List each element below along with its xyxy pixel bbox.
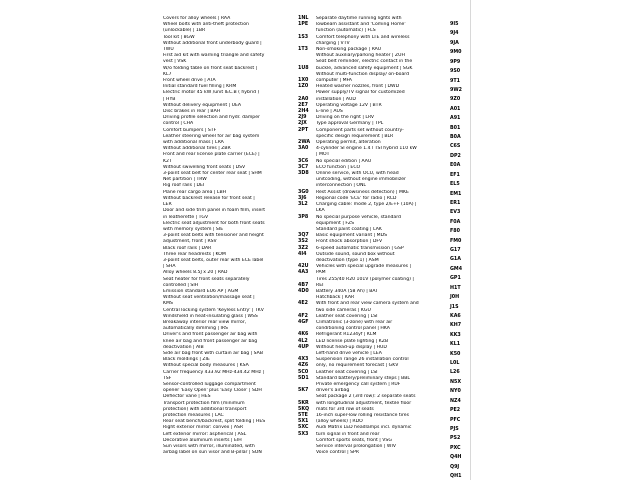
option-code: 4B7: [298, 282, 309, 288]
equipment-line: airbag label on sun visor and B-pillar | SON: [163, 450, 262, 456]
option-code: PXC: [450, 445, 461, 451]
equipment-line: Wheel bolts with anti-theft protection: [163, 22, 249, 28]
option-code: 5TE: [298, 413, 308, 418]
option-code: 3Q7: [298, 233, 309, 239]
option-code: 1U8: [298, 65, 309, 71]
equipment-line: | SHA: [163, 264, 176, 270]
option-code: 4UP: [298, 344, 309, 350]
equipment-line: Emission standard EU6 AP | AGM: [163, 288, 239, 294]
option-code: A91: [450, 116, 461, 122]
option-code: C6S: [450, 144, 461, 150]
equipment-line: 4-cylinder SI engine 1.4 l TSI hybrid 110 kW: [316, 146, 417, 152]
equipment-line: KL7: [163, 71, 172, 77]
equipment-line: Without additional front underbody guard |: [163, 40, 262, 46]
option-code: 3L2: [298, 202, 308, 208]
option-code: 1S3: [298, 34, 309, 40]
equipment-line: two side cameras | KGU: [316, 307, 371, 313]
equipment-line: Leather seat covering | LSI: [316, 313, 378, 319]
equipment-line: Electric motor 45 kW /unit IEC.B ( hybrid ): [163, 90, 260, 96]
equipment-line: K2T: [163, 158, 172, 164]
option-code: 9JA: [450, 40, 459, 46]
equipment-line: Standard paint coating | LAK: [316, 226, 382, 232]
option-code: 1NL: [298, 16, 309, 21]
option-code: EL5: [450, 182, 460, 188]
option-code: 2E7: [298, 102, 308, 108]
option-code: KA6: [450, 313, 461, 319]
equipment-line: 3-point seat belt for center rear seat | SHM: [163, 171, 262, 177]
equipment-line: Climatronic (3-zone) with rear air: [316, 319, 393, 325]
equipment-line: Carrier frequency 433.92 MHz-434.42 MHz |: [163, 369, 265, 375]
equipment-line: deactivation | AIB: [163, 344, 204, 350]
equipment-line: ECO function | ECO: [316, 164, 361, 170]
option-code: 2JX: [298, 121, 307, 127]
equipment-line: Online service, with OCU, with head: [316, 171, 399, 177]
option-code: PE2: [450, 408, 461, 414]
option-code: 9M0: [450, 50, 462, 56]
equipment-line: Tool kit | 8GW: [163, 34, 195, 40]
equipment-line: 6-speed automatic transmission | GSP: [316, 245, 404, 251]
option-code: 3D8: [298, 171, 309, 177]
equipment-line: KMS: [163, 301, 173, 307]
mid-code-column: [298, 16, 312, 444]
option-code: 9W2: [450, 87, 462, 93]
option-code: 4A3: [298, 270, 309, 276]
option-code: J0H: [450, 295, 460, 301]
equipment-line: Sensor-controlled luggage compartment: [163, 381, 256, 387]
option-code: 4D0: [298, 288, 309, 294]
equipment-line: Right exterior mirror: convex | ASR: [163, 425, 244, 431]
equipment-line: REI: [316, 282, 324, 288]
option-code: 5X3: [298, 431, 309, 437]
option-code: 3P8: [298, 214, 309, 220]
equipment-line: equipment | FZS: [316, 220, 355, 226]
equipment-line: Type approval Germany | TPL: [316, 121, 384, 127]
equipment-line: Front wheel drive | ATA: [163, 78, 216, 84]
equipment-line: Black roof rails | DAR: [163, 245, 212, 251]
option-code: NY0: [450, 389, 461, 395]
option-code: G1A: [450, 257, 461, 263]
option-code: G17: [450, 248, 461, 253]
option-code: Q9J: [450, 464, 460, 470]
option-code: 3Z2: [298, 245, 309, 251]
equipment-line: Seat heater for front seats separately: [163, 276, 250, 282]
equipment-line: Charging cable: mode 2, type 2/E+F (10A) |: [316, 202, 417, 208]
equipment-line: Without head-up display | HUD: [316, 344, 387, 350]
option-code: PFC: [450, 417, 461, 423]
equipment-line: adjustment, front | RSV: [163, 239, 217, 245]
equipment-line: Vehicles with special upgrade measures |: [316, 264, 412, 270]
equipment-line: TWU: [163, 47, 174, 53]
equipment-line: with additional mass | LRA: [163, 140, 224, 146]
equipment-line: First aid kit with warning triangle and safety: [163, 53, 265, 59]
equipment-line: Seat belt reminder, electric contact in the: [316, 59, 413, 65]
equipment-line: W/o folding table on front seat backrest |: [163, 65, 258, 71]
option-code: B0A: [450, 135, 461, 140]
option-code: 9S0: [450, 69, 461, 75]
equipment-line: function (automatic) | FLS: [316, 28, 376, 34]
equipment-line: PAM: [316, 270, 326, 276]
equipment-line: Rig roof rails | DEI: [163, 183, 205, 189]
equipment-line: interconnection | ONL: [316, 183, 366, 189]
equipment-line: Component parts set without country-: [316, 127, 404, 133]
equipment-line: | HYB: [163, 96, 176, 102]
option-code: GP1: [450, 276, 461, 282]
equipment-line: Without special body measures | KSA: [163, 363, 249, 369]
right-equipment-column: [316, 16, 442, 456]
equipment-line: driver's airbag: [316, 388, 350, 394]
equipment-line: lowbeam assistant and 'Coming Home': [316, 22, 406, 28]
equipment-line: controlled | SIH: [163, 282, 199, 288]
option-code: N5X: [450, 379, 462, 385]
equipment-line: charging | VTV: [316, 40, 350, 46]
equipment-line: Non-smoking package | RAU: [316, 47, 382, 53]
equipment-line: Driver's and front passenger air bag with: [163, 332, 258, 338]
equipment-line: Rest Assist (drowsiness detection) | MKE: [316, 189, 409, 195]
equipment-line: unitcoding, without engine immobilizer: [316, 177, 406, 183]
option-code: 3J6: [298, 195, 307, 201]
option-code: 4E2: [298, 301, 308, 307]
equipment-line: in leatherette | TGV: [163, 214, 209, 220]
equipment-line: Leather seat covering | LSI: [316, 369, 378, 375]
equipment-line: Rear seat bench/backrest, split folding | HES: [163, 419, 266, 425]
equipment-line: Seat package 2 (3rd row): 2 separate seats: [316, 394, 416, 400]
option-code: EV3: [450, 210, 461, 216]
equipment-line: 3-point seat belts, outer rear with ECE label: [163, 257, 264, 263]
equipment-line: Without delivery equipment | UEA: [163, 102, 242, 108]
option-code: 3A0: [298, 146, 309, 152]
equipment-line: Covers for alloy wheels | RAA: [163, 16, 231, 21]
equipment-line: knee air bag and front passenger air bag: [163, 338, 258, 344]
left-equipment-column: [163, 16, 279, 456]
equipment-line: automatically dimming | IRS: [163, 326, 228, 332]
equipment-line: (unlockable) | 1BR: [163, 28, 206, 34]
option-code: KH7: [450, 323, 462, 329]
equipment-line: Hatchback | KAR: [316, 295, 355, 301]
option-code: 9T1: [450, 78, 460, 84]
equipment-line: Outside sound, sound box without: [316, 251, 395, 257]
option-code: 4GF: [298, 319, 309, 325]
option-code: E0A: [450, 163, 461, 169]
equipment-line: Front shock absorption | DFV: [316, 239, 383, 245]
option-code: 4I4: [298, 251, 307, 257]
equipment-line: Driving profile selection and hydr. damper: [163, 115, 260, 121]
option-code: 5KR: [298, 400, 309, 406]
equipment-line: (alloy wheels) | RDO: [316, 419, 363, 425]
equipment-line: Three rear headrests | KOM: [163, 251, 226, 257]
option-code: L0L: [450, 361, 460, 366]
equipment-line: Plane rear cargo area | LBH: [163, 189, 227, 195]
option-code: 5C0: [298, 369, 309, 375]
option-code: 2A0: [298, 96, 309, 102]
option-code: DP2: [450, 153, 461, 159]
option-code: 5X1: [298, 419, 309, 425]
equipment-line: computer | MFA: [316, 78, 352, 84]
option-code: 2J9: [298, 115, 307, 121]
equipment-line: Left-hand drive vehicle | LEA: [316, 350, 382, 356]
option-code: NZ4: [450, 398, 461, 404]
equipment-line: specific design requirement | BLR: [316, 133, 394, 139]
equipment-line: Separate daytime running lights with: [316, 16, 402, 21]
option-code: J1S: [450, 304, 459, 310]
option-code: 42U: [298, 264, 309, 270]
option-code: ER1: [450, 200, 461, 206]
option-code: L26: [450, 370, 460, 376]
equipment-line: Standard battery/preliminary steps | BBL: [316, 375, 410, 381]
equipment-line: with memory system | SIE: [163, 226, 224, 232]
equipment-line: Transport protection film (minimum: [163, 400, 245, 406]
option-code: H1T: [450, 285, 461, 291]
equipment-line: Without seat ventilation/massage seat |: [163, 295, 255, 301]
equipment-line: Alloy wheels 8.5J x 20 | RAD: [163, 270, 228, 276]
equipment-line: Front and rear license plate carrier (ECE) |: [163, 152, 260, 158]
equipment-line: Electric seat adjustment for both front seats: [163, 220, 265, 226]
equipment-line: Without multi-function display/ on-board: [316, 71, 410, 77]
equipment-line: Operating voltage 12V | BTR: [316, 102, 382, 108]
equipment-line: only, no requirement forecast | GKV: [316, 363, 399, 369]
option-code: 4F2: [298, 313, 308, 319]
option-code: K50: [450, 351, 461, 357]
option-code: KK3: [450, 332, 461, 338]
option-code: A01: [450, 106, 461, 112]
option-code: 2WA: [298, 140, 311, 146]
option-code: 5KQ: [298, 406, 310, 412]
option-code: 1PE: [298, 22, 309, 28]
option-code: 3C7: [298, 164, 309, 170]
equipment-line: Driving on the right | LRV: [316, 115, 375, 121]
option-code: 3G0: [298, 189, 309, 195]
option-code: PJS: [450, 426, 459, 432]
option-code: 4X3: [298, 357, 309, 363]
equipment-line: Disc brakes in rear | BAH: [163, 109, 221, 115]
equipment-line: Windshield in heat-insulating glass | WSS: [163, 313, 258, 319]
option-code: 9I5: [450, 22, 459, 27]
option-code: 1T3: [298, 47, 308, 53]
equipment-line: Suspension range 26 installation control: [316, 357, 409, 363]
equipment-line: LER: [163, 202, 172, 208]
option-code: 9Z0: [450, 97, 461, 103]
equipment-line: Operating permit, alteration: [316, 140, 381, 146]
equipment-line: No special purpose vehicle, standard: [316, 214, 401, 220]
equipment-line: 16-inch super-low rolling resistance tires: [316, 413, 410, 418]
equipment-line: E-line | AUS: [316, 109, 343, 115]
equipment-line: installation | AUD: [316, 96, 356, 102]
equipment-line: protection) with additional transport: [163, 406, 247, 412]
equipment-line: vest | VSK: [163, 59, 187, 65]
option-code: 4L2: [298, 338, 308, 344]
equipment-line: Power supply/TV signal for customized: [316, 90, 405, 96]
equipment-line: Decorative aluminum inserts | EIH: [163, 437, 242, 443]
option-code: KL1: [450, 342, 461, 348]
equipment-line: Deflector vane | HES: [163, 394, 211, 400]
equipment-line: Comfort sports seats, front | VSG: [316, 437, 392, 443]
option-code: Q4H: [450, 455, 462, 461]
option-code: 5XC: [298, 425, 309, 431]
option-code: QH1: [450, 474, 462, 479]
equipment-line: protection measures | LAC: [163, 413, 224, 418]
equipment-line: LKA: [316, 208, 325, 214]
option-code: EF1: [450, 172, 460, 178]
equipment-line: with longitudinal adjustment, textile floor: [316, 400, 412, 406]
equipment-line: Initial standard fuel filling | KRM: [163, 84, 237, 90]
equipment-line: Voice control | SPR: [316, 450, 359, 456]
equipment-line: control | CHA: [163, 121, 194, 127]
equipment-line: Breakaway interior rear view mirror,: [163, 319, 247, 325]
equipment-line: Sun visors with mirror, illuminated, with: [163, 444, 255, 450]
equipment-line: Central locking system 'Keyless Entry' | TKV: [163, 307, 264, 313]
equipment-line: Service interval prolongation | WIV: [316, 444, 396, 450]
option-code: 2PT: [298, 127, 309, 133]
option-code: 3C6: [298, 158, 309, 164]
option-code: 1X0: [298, 78, 309, 84]
option-code: 5K7: [298, 388, 309, 394]
equipment-line: conditioning control panel | HKA: [316, 326, 390, 332]
option-code: 4Z6: [298, 363, 309, 369]
spacer: [298, 438, 312, 444]
equipment-line: Refrigerant R1234yf | KLM: [316, 332, 377, 338]
equipment-line: opener 'Easy Open' plus 'Easy Close' | SDH: [163, 388, 262, 394]
equipment-line: With front and rear view camera system and: [316, 301, 419, 307]
equipment-line: Black moldings | ZIE: [163, 357, 210, 363]
option-code: 1Z0: [298, 84, 309, 90]
equipment-line: | MOT: [316, 152, 330, 158]
equipment-line: Audi Matrix LED headlamps incl. dynamic: [316, 425, 412, 431]
equipment-line: LED license plate lighting | KZB: [316, 338, 389, 344]
equipment-line: Without backrest release for front seat |: [163, 195, 255, 201]
equipment-line: 3-point seat belts with tensioner and height: [163, 233, 264, 239]
equipment-line: Basic equipment variant | MDS: [316, 233, 388, 239]
equipment-line: TSF: [163, 375, 172, 381]
equipment-line: Net partition | TRW: [163, 177, 207, 183]
equipment-line: turn signal in front and rear: [316, 431, 380, 437]
equipment-line: Comfort bumpers | STF: [163, 127, 217, 133]
equipment-line: deactivation (type 1) | ASM: [316, 257, 379, 263]
equipment-line: mats for 3rd row of seats: [316, 406, 374, 412]
equipment-line: buckle, advanced safety equipment | SGK: [316, 65, 413, 71]
equipment-line: Door and side trim panel in foam film, insert: [163, 208, 266, 214]
option-code: F0A: [450, 219, 461, 225]
option-code: EM1: [450, 191, 462, 197]
equipment-line: No special edition | AAU: [316, 158, 372, 164]
page-edge-divider: [470, 0, 471, 480]
equipment-line: Without swivelling front seats | DSV: [163, 164, 246, 170]
option-code: B01: [450, 125, 461, 131]
option-code: GM4: [450, 266, 463, 272]
option-code: 9J4: [450, 31, 459, 37]
option-code: FM0: [450, 238, 462, 244]
option-code: 2H4: [298, 109, 309, 115]
equipment-line: Without auxiliary/parking heater | ZUH: [316, 53, 406, 59]
equipment-line: Side air bag front with curtain air bag | SAB: [163, 350, 263, 356]
equipment-line: Regional code 'ECE' for radio | RCD: [316, 195, 397, 201]
equipment-line: Left exterior mirror: aspherical | ASL: [163, 431, 247, 437]
equipment-line: Heated washer nozzles, front | DWD: [316, 84, 400, 90]
option-code: 9P9: [450, 59, 461, 65]
equipment-line: Private emergency call system | RUF: [316, 381, 401, 387]
option-code: 5D1: [298, 375, 309, 381]
option-code: 3S2: [298, 239, 309, 245]
equipment-line: Comfort telephony with LTE and wireless: [316, 34, 410, 40]
equipment-line: Tires 255/40 R20 101V (polymer coating) |: [316, 276, 414, 282]
option-code: 4K6: [298, 332, 309, 338]
option-code: PS2: [450, 436, 461, 442]
option-code: F80: [450, 229, 460, 235]
equipment-line: Battery 340A (58 Ah) | BAT: [316, 288, 378, 294]
equipment-line: Without additional tires | ZBR: [163, 146, 231, 152]
equipment-line: Leather steering wheel for air bag system: [163, 133, 260, 139]
